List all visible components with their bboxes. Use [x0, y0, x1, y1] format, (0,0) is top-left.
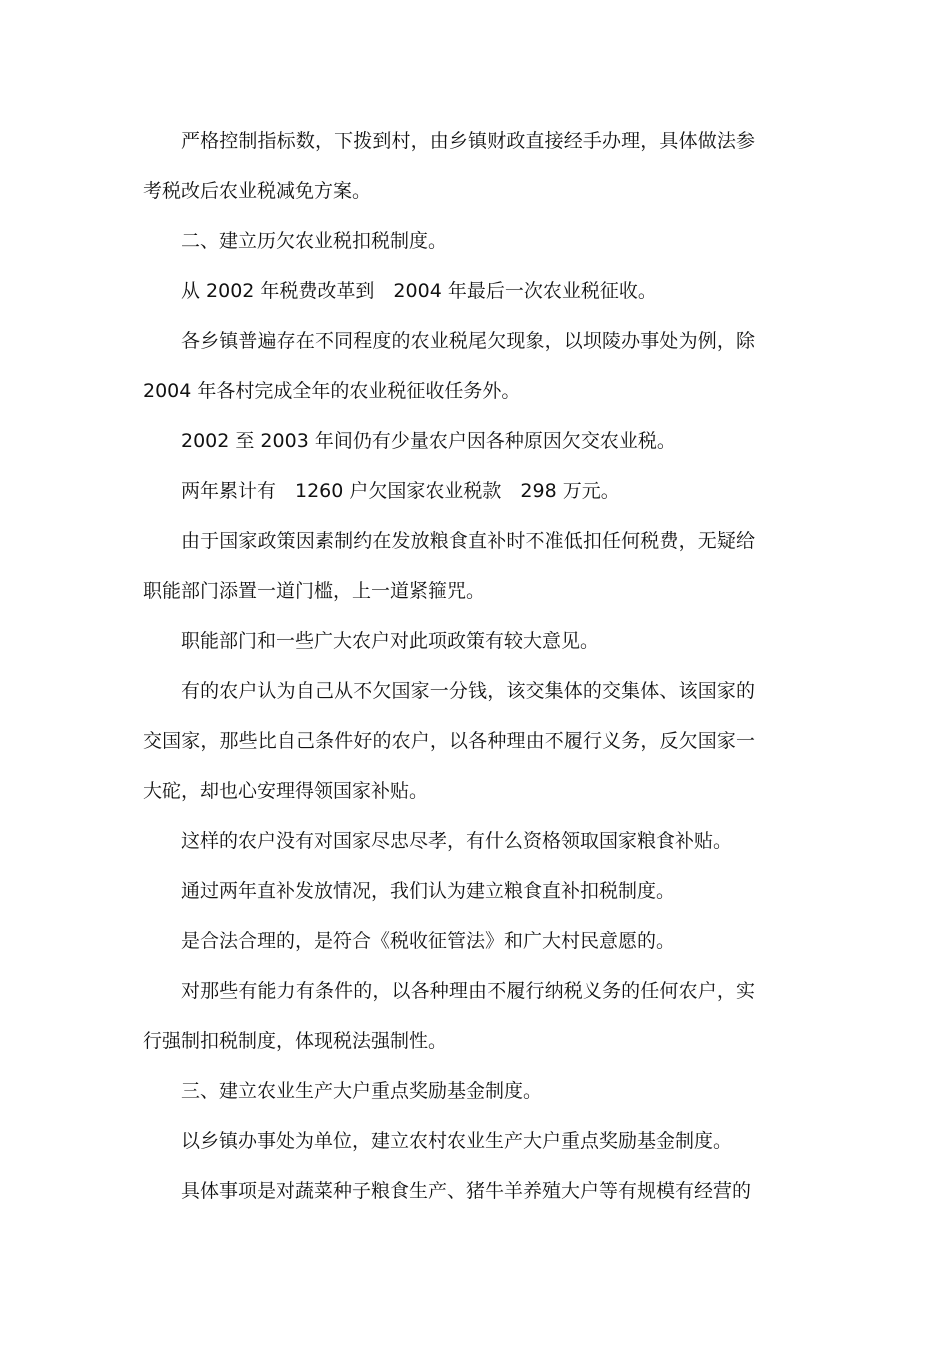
paragraph-10: 这样的农户没有对国家尽忠尽孝，有什么资格领取国家粮食补贴。 [181, 830, 733, 852]
paragraph-9: 有的农户认为自己从不欠国家一分钱，该交集体的交集体、该国家的交国家，那些比自己条件好的农户，以各种理由不履行义务，反欠国家一大砣，却也心安理得领国家补贴。 [143, 680, 755, 802]
paragraph-11: 通过两年直补发放情况，我们认为建立粮食直补扣税制度。 [181, 880, 676, 902]
paragraph-15: 以乡镇办事处为单位，建立农村农业生产大户重点奖励基金制度。 [181, 1130, 733, 1152]
paragraph-4: 各乡镇普遍存在不同程度的农业税尾欠现象，以坝陵办事处为例，除2004 年各村完成全年的农业税征收任务外。 [143, 330, 755, 402]
paragraph-14-heading: 三、建立农业生产大户重点奖励基金制度。 [181, 1080, 543, 1102]
paragraph-16: 具体事项是对蔬菜种子粮食生产、猪牛羊养殖大户等有规模有经营的 [181, 1180, 752, 1202]
paragraph-8: 职能部门和一些广大农户对此项政策有较大意见。 [181, 630, 600, 652]
body-text [143, 116, 755, 1216]
paragraph-6: 两年累计有 1260 户欠国家农业税款 298 万元。 [181, 480, 620, 502]
paragraph-13: 对那些有能力有条件的，以各种理由不履行纳税义务的任何农户，实行强制扣税制度，体现税法强制性。 [143, 980, 755, 1052]
paragraph-7: 由于国家政策因素制约在发放粮食直补时不准低扣任何税费，无疑给职能部门添置一道门槛，上一道紧箍咒。 [143, 530, 755, 602]
paragraph-1: 严格控制指标数，下拨到村，由乡镇财政直接经手办理，具体做法参考税改后农业税减免方案。 [143, 130, 755, 202]
paragraph-12: 是合法合理的，是符合《税收征管法》和广大村民意愿的。 [181, 930, 676, 952]
paragraph-3: 从 2002 年税费改革到 2004 年最后一次农业税征收。 [181, 280, 657, 302]
paragraph-5: 2002 至 2003 年间仍有少量农户因各种原因欠交农业税。 [181, 430, 676, 452]
paragraph-2-heading: 二、建立历欠农业税扣税制度。 [181, 230, 448, 252]
